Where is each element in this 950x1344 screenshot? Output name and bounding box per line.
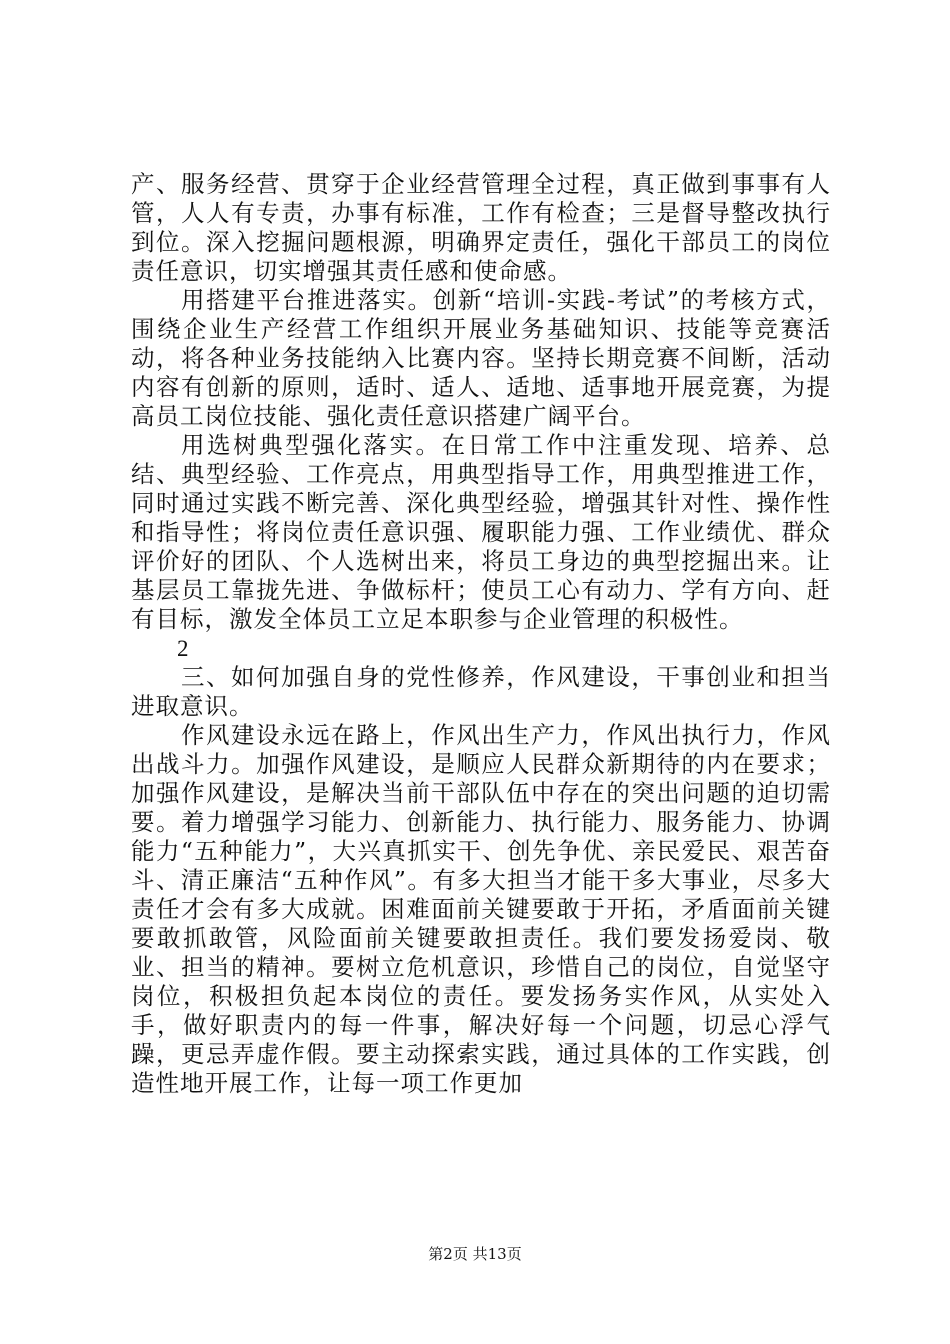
- paragraph-typical: 用选树典型强化落实。在日常工作中注重发现、培养、总结、典型经验、工作亮点，用典型指导工作，用典型推进工作，同时通过实践不断完善、深化典型经验，增强其针对性、操作性和指导性；将岗位责任意识强、履职能力强、工作业绩优、群众评价好的团队、个人选树出来，将员工身边的典型挖掘出来。让基层员工靠拢先进、争做标杆；使员工心有动力、学有方向、赶有目标，激发全体员工立足本职参与企业管理的积极性。: [131, 431, 831, 633]
- paragraph-platform: 用搭建平台推进落实。创新“培训-实践-考试”的考核方式，围绕企业生产经营工作组织开展业务基础知识、技能等竞赛活动，将各种业务技能纳入比赛内容。坚持长期竞赛不间断，活动内容有创新的原则，适时、适人、适地、适事地开展竞赛，为提高员工岗位技能、强化责任意识搭建广阔平台。: [131, 286, 831, 430]
- page-footer: 第2页 共13页: [428, 1245, 522, 1263]
- section-heading: 三、如何加强自身的党性修养，作风建设，干事创业和担当进取意识。: [131, 663, 831, 720]
- paragraph-style-building: 作风建设永远在路上，作风出生产力，作风出执行力，作风出战斗力。加强作风建设，是顺应人民群众新期待的内在要求；加强作风建设，是解决当前干部队伍中存在的突出问题的迫切需要。着力增强学习能力、创新能力、执行能力、服务能力、协调能力“五种能力”，大兴真抓实干、创先争优、亲民爱民、艰苦奋斗、清正廉洁“五种作风”。有多大担当才能干多大事业，尽多大责任才会有多大成就。困难面前关键要敢于开拓，矛盾面前关键要敢抓敢管，风险面前关键要敢担责任。我们要发扬爱岗、敬业、担当的精神。要树立危机意识，珍惜自己的岗位，自觉坚守岗位，积极担负起本岗位的责任。要发扬务实作风，从实处入手，做好职责内的每一件事，解决好每一个问题，切忌心浮气躁，更忌弄虚作假。要主动探索实践，通过具体的工作实践，创造性地开展工作，让每一项工作更加: [131, 721, 831, 1097]
- document-body: [131, 170, 831, 1098]
- section-number: 2: [177, 636, 189, 661]
- paragraph-continuation: 产、服务经营、贯穿于企业经营管理全过程，真正做到事事有人管，人人有专责，办事有标准，工作有检查；三是督导整改执行到位。深入挖掘问题根源，明确界定责任，强化干部员工的岗位责任意识，切实增强其责任感和使命感。: [131, 170, 831, 285]
